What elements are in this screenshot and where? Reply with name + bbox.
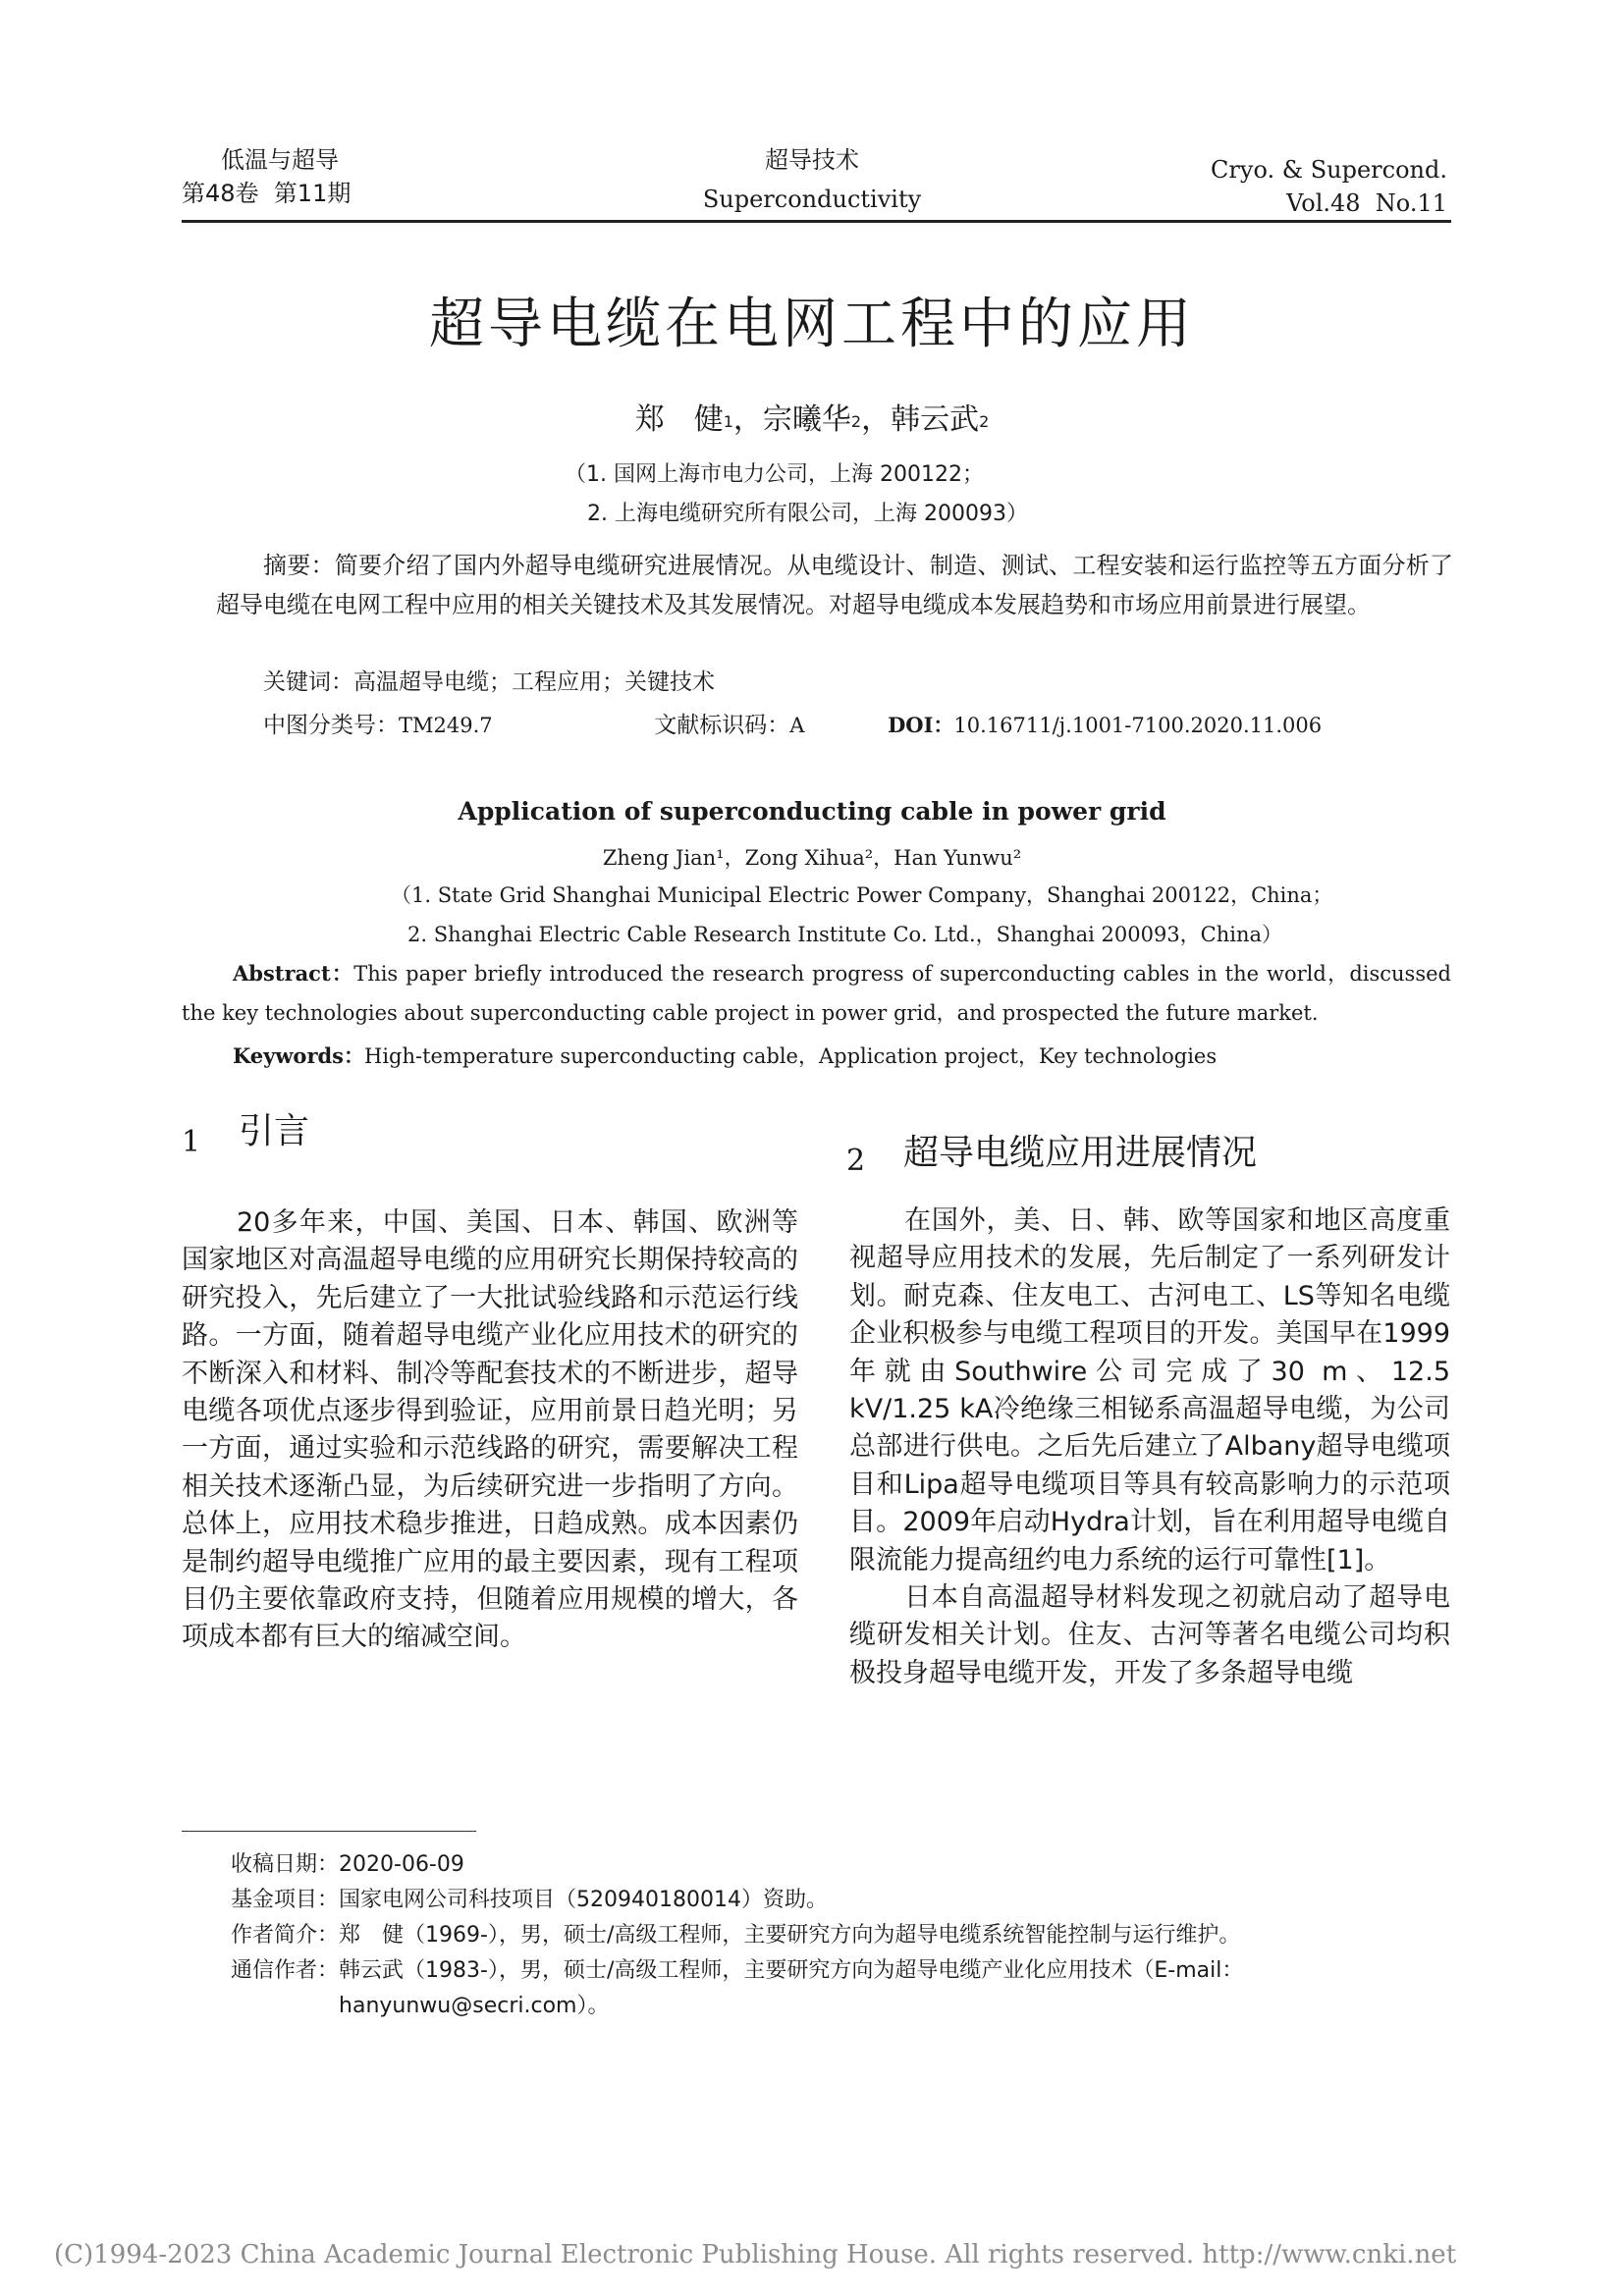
paper-title: 超导电缆在电网工程中的应用 [429,293,1195,356]
section-name-cn: 超导技术 [765,146,859,174]
keywords-cn: 关键词：高温超导电缆；工程应用；关键技术 [263,669,715,695]
section-2-paragraph-2: 日本自高温超导材料发现之初就启动了超导电缆研发相关计划。住友、古河等著名电缆公司均积极投身超导电缆开发，开发了多条超导电缆 [849,1582,1450,1688]
author-sep: ， [732,402,763,437]
footnote-rule [182,1831,476,1832]
author-list [0,395,1624,438]
keywords-text: High-temperature superconducting cable，Application project，Key technologies [364,1044,1218,1068]
section-1-body [182,1204,798,1657]
copyright-footer: (C)1994-2023 China Academic Journal Electronic Publishing House. All rights reserved. http://www.cnki.net [54,2240,1457,2269]
section-2-number: 2 [846,1144,866,1178]
issue-cn: 第48卷 第11期 [182,180,352,207]
abstract-text: This paper briefly introduced the research progress of superconducting cables in the world，discussed the key technologies about superconducting cable project in power grid，and prospected the future market. [182,962,1451,1025]
english-affiliation-1: （1. State Grid Shanghai Municipal Electric Power Company，Shanghai 200122，China； [391,883,1333,907]
author-2: 宗曦华 [762,402,851,437]
doi-label: DOI： [888,713,954,737]
author-3-affil: 2 [979,412,990,431]
doc-code-value: A [789,714,805,737]
corresponding-label: 通信作者： [231,1958,340,1983]
author-1-affil: 1 [723,412,733,431]
received-label: 收稿日期： [231,1852,340,1877]
author-bio-label: 作者简介： [231,1923,340,1948]
section-2-paragraph-1: 在国外，美、日、韩、欧等国家和地区高度重视超导应用技术的发展，先后制定了一系列研发计划。耐克森、住友电工、古河电工、LS等知名电缆企业积极参与电缆工程项目的开发。美国早在1999年就由Southwire公司完成了30 m、12.5 kV/1.25 kA冷绝缘三相铋系高温超导电缆，为公司总部进行供电。之后先后建立了Albany超导电缆项目和Lipa超导电缆项目等具有较高影响力的示范项目。2009年启动Hydra计划，旨在利用超导电缆自限流能力提高纽约电力系统的运行可靠性[1]。 [849,1205,1450,1575]
section-name-en: Superconductivity [702,186,922,213]
english-affiliation-2: 2. Shanghai Electric Cable Research Institute Co. Ltd.，Shanghai 200093，China） [407,923,1283,946]
doc-code-label: 文献标识码： [654,713,790,738]
affiliation-2: 2. 上海电缆研究所有限公司，上海 200093） [587,502,1028,526]
classification-row [263,707,1322,739]
english-abstract [182,954,1451,1076]
author-bio-text: 郑 健（1969-），男，硕士/高级工程师，主要研究方向为超导电缆系统智能控制与运行维护。 [339,1923,1241,1948]
journal-name-en: Cryo. & Supercond. [1211,156,1447,184]
header-rule [182,220,1451,223]
english-authors: Zheng Jian¹，Zong Xihua²，Han Yunwu² [602,846,1022,870]
english-title: Application of superconducting cable in power grid [458,797,1166,826]
author-1: 郑 健 [634,402,724,437]
fund-label: 基金项目： [231,1888,340,1912]
journal-name-cn: 低温与超导 [221,146,339,174]
section-1-title: 引言 [239,1111,310,1151]
author-sep: ， [861,402,892,437]
doi-value: 10.16711/j.1001-7100.2020.11.006 [953,714,1323,737]
author-2-affil: 2 [850,412,862,431]
section-1-number: 1 [182,1125,201,1159]
section-1-paragraph: 20多年来，中国、美国、日本、韩国、欧洲等国家地区对高温超导电缆的应用研究长期保持较高的研究投入，先后建立了一大批试验线路和示范运行线路。一方面，随着超导电缆产业化应用技术的研究的不断深入和材料、制冷等配套技术的不断进步，超导电缆各项优点逐步得到验证，应用前景日趋光明；另一方面，通过实验和示范线路的研究，需要解决工程相关技术逐渐凸显，为后续研究进一步指明了方向。总体上，应用技术稳步推进，日趋成熟。成本因素仍是制约超导电缆推广应用的最主要因素，现有工程项目仍主要依靠政府支持，但随着应用规模的增大，各项成本都有巨大的缩减空间。 [182,1207,798,1653]
author-3: 韩云武 [891,402,980,437]
clc-value: TM249.7 [399,714,493,737]
issue-en: Vol.48 No.11 [1286,189,1447,217]
clc-label: 中图分类号： [263,713,399,738]
affiliation-1: （1. 国网上海市电力公司，上海 200122； [565,462,984,487]
received-date: 2020-06-09 [339,1852,464,1877]
section-2-body [849,1202,1450,1692]
section-2-title: 超导电缆应用进展情况 [903,1133,1258,1173]
fund-text: 国家电网公司科技项目（520940180014）资助。 [339,1888,828,1912]
keywords-label: Keywords： [233,1043,365,1068]
corresponding-text: 韩云武（1983-），男，硕士/高级工程师，主要研究方向为超导电缆产业化应用技术（E-mail：hanyunwu@secri.com）。 [339,1958,1244,2018]
abstract-label: Abstract： [233,961,354,986]
footnotes [231,1847,1458,2024]
abstract-cn-text: 摘要：简要介绍了国内外超导电缆研究进展情况。从电缆设计、制造、测试、工程安装和运行监控等五方面分析了超导电缆在电网工程中应用的相关关键技术及其发展情况。对超导电缆成本发展趋势和市场应用前景进行展望。 [216,552,1453,618]
abstract-cn [216,546,1453,624]
